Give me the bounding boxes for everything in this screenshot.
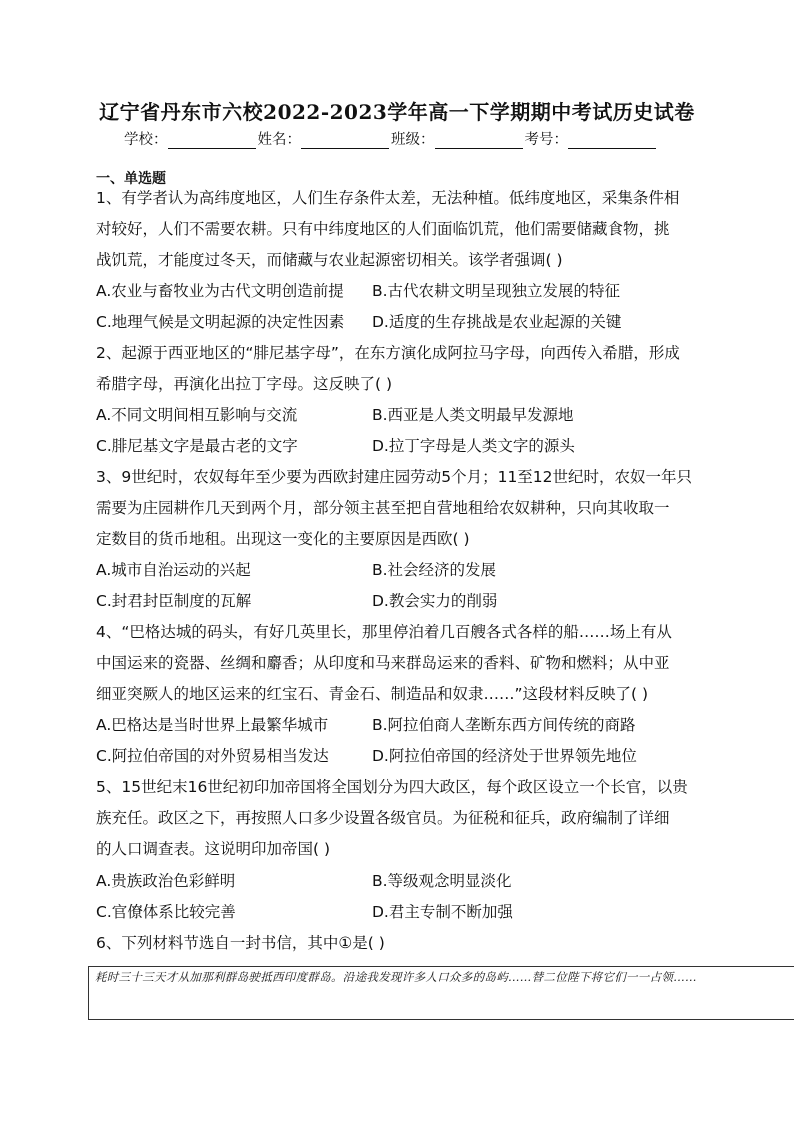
question-2-option-d[interactable]: D.拉丁字母是人类文字的源头 <box>372 437 575 455</box>
material-box <box>88 966 794 1020</box>
question-1-stem: 1、有学者认为高纬度地区，人们生存条件太差，无法种植。低纬度地区，采集条件相 对较好，人们不需要农耕。只有中纬度地区的人们面临饥荒，他们需要储藏食物，挑 战饥荒，才能度过冬天，而储藏与农业起源密切相关。该学者强调( ) <box>96 189 680 269</box>
question-4-option-a[interactable]: A.巴格达是当时世界上最繁华城市 <box>96 716 329 734</box>
question-1-option-c[interactable]: C.地理气候是文明起源的决定性因素 <box>96 313 345 331</box>
question-5-stem: 5、15世纪末16世纪初印加帝国将全国划分为四大政区，每个政区设立一个长官，以贵 族充任。政区之下，再按照人口多少设置各级官员。为征税和征兵，政府编制了详细 的人口调查表。这说明印加帝国( ) <box>96 778 688 858</box>
question-2-option-c[interactable]: C.腓尼基文字是最古老的文字 <box>96 437 298 455</box>
question-3-option-c[interactable]: C.封君封臣制度的瓦解 <box>96 592 252 610</box>
exam-number-field: 考号： <box>525 128 659 149</box>
question-1-option-a[interactable]: A.农业与畜牧业为古代文明创造前提 <box>96 282 344 300</box>
question-3-option-b[interactable]: B.社会经济的发展 <box>372 561 497 579</box>
exam-number-blank[interactable] <box>568 132 656 149</box>
question-2-stem: 2、起源于西亚地区的“腓尼基字母”，在东方演化成阿拉马字母，向西传入希腊，形成 希腊字母，再演化出拉丁字母。这反映了( ) <box>96 344 680 393</box>
student-info-row <box>124 128 658 149</box>
question-4-option-b[interactable]: B.阿拉伯商人垄断东西方间传统的商路 <box>372 716 636 734</box>
question-3-option-d[interactable]: D.教会实力的削弱 <box>372 592 498 610</box>
question-2-option-a[interactable]: A.不同文明间相互影响与交流 <box>96 406 298 424</box>
class-blank[interactable] <box>435 132 523 149</box>
question-2-option-b[interactable]: B.西亚是人类文明最早发源地 <box>372 406 574 424</box>
question-1-option-d[interactable]: D.适度的生存挑战是农业起源的关键 <box>372 313 622 331</box>
class-field: 班级： <box>391 128 525 149</box>
exam-title: 辽宁省丹东市六校2022-2023学年高一下学期期中考试历史试卷 <box>99 100 695 124</box>
question-4-stem: 4、“巴格达城的码头，有好几英里长，那里停泊着几百艘各式各样的船……场上有从 中国运来的瓷器、丝绸和麝香；从印度和马来群岛运来的香料、矿物和燃料；从中亚 细亚突厥人的地区运来的红宝石、青金石、制造品和奴隶……”这段材料反映了( ) <box>96 623 672 703</box>
question-1-option-b[interactable]: B.古代农耕文明呈现独立发展的特征 <box>372 282 621 300</box>
question-6-stem: 6、下列材料节选自一封书信，其中①是( ) <box>96 934 385 952</box>
name-field: 姓名： <box>258 128 392 149</box>
school-field: 学校： <box>124 128 258 149</box>
question-4-option-d[interactable]: D.阿拉伯帝国的经济处于世界领先地位 <box>372 747 637 765</box>
school-blank[interactable] <box>168 132 256 149</box>
question-3-stem: 3、9世纪时，农奴每年至少要为西欧封建庄园劳动5个月；11至12世纪时，农奴一年只 需要为庄园耕作几天到两个月，部分领主甚至把自营地租给农奴耕种，只向其收取一 定数目的货币地租。出现这一变化的主要原因是西欧( ) <box>96 468 693 548</box>
question-3-option-a[interactable]: A.城市自治运动的兴起 <box>96 561 251 579</box>
question-5-option-a[interactable]: A.贵族政治色彩鲜明 <box>96 872 236 890</box>
question-5-option-d[interactable]: D.君主专制不断加强 <box>372 903 513 921</box>
section-heading: 一、单选题 <box>96 171 166 187</box>
name-blank[interactable] <box>301 132 389 149</box>
question-5-option-c[interactable]: C.官僚体系比较完善 <box>96 903 236 921</box>
question-5-option-b[interactable]: B.等级观念明显淡化 <box>372 872 512 890</box>
material-text: 耗时三十三天才从加那利群岛驶抵西印度群岛。沿途我发现许多人口众多的岛屿……替二位陛下将它们一一占领…… <box>95 970 697 984</box>
question-4-option-c[interactable]: C.阿拉伯帝国的对外贸易相当发达 <box>96 747 329 765</box>
